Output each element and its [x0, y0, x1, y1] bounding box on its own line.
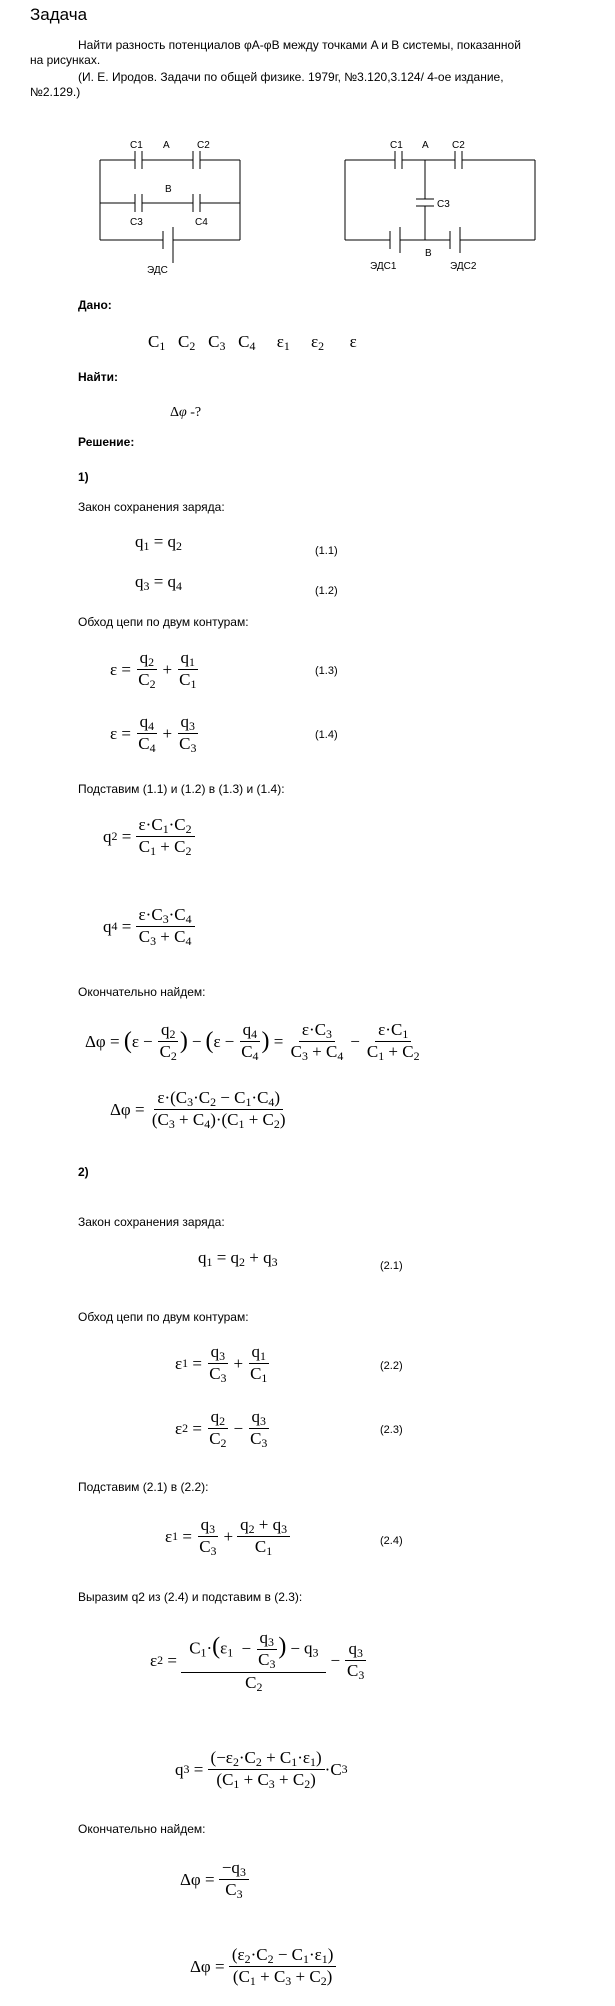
equation-q2: q 2 = $\frac{\varepsilon\cdot C_1\cdot C_2}{C_1 + C_2}$: [103, 815, 195, 859]
find-value: Δφ -?: [170, 405, 202, 420]
label-emf2: ЭДС2: [450, 261, 477, 272]
eq-number: (1.4): [315, 729, 338, 741]
label-emf1: ЭДС1: [370, 261, 397, 272]
find-label: Найти:: [78, 370, 118, 384]
eq-number: (1.1): [315, 545, 338, 557]
part2-label: 2): [78, 1165, 89, 1179]
charge-conservation-text: Закон сохранения заряда:: [78, 500, 225, 514]
problem-statement-cont: на рисунках.: [30, 53, 101, 67]
label-c2: C2: [197, 140, 210, 151]
finally-text: Окончательно найдем:: [78, 985, 206, 999]
eq-number: (1.3): [315, 665, 338, 677]
equation-1-4: ε = $\frac{q_4}{C_4}$ + $\frac{q_3}{C_3}$: [110, 712, 197, 756]
page-title: Задача: [30, 5, 88, 24]
label-c3: C3: [130, 217, 143, 228]
equation-2-2: ε 1 = $\frac{q_3}{C_3}$ + $\frac{q_1}{C_1}$: [175, 1342, 268, 1386]
express-text: Выразим q2 из (2.4) и подставим в (2.3):: [78, 1590, 303, 1604]
equation-epsilon2: ε 2 = $C_1\cdot(\varepsilon_1$ − $\frac{q_3}{C_3}$ ) − $q_3$ $C_2$ − $\frac{q_3}{C_3}$: [150, 1628, 365, 1694]
label-c3: C3: [437, 199, 450, 210]
solution-label: Решение:: [78, 435, 135, 449]
equation-2-4: ε 1 = $\frac{q_3}{C_3}$ + $\frac{q_2 + q_3}{C_1}$: [165, 1515, 290, 1559]
eq-number: (1.2): [315, 585, 338, 597]
given-label: Дано:: [78, 298, 112, 312]
equation-q4: q 4 = $\frac{\varepsilon\cdot C_3\cdot C_4}{C_3 + C_4}$: [103, 905, 195, 949]
label-c2: C2: [452, 140, 465, 151]
eq-number: (2.1): [380, 1260, 403, 1272]
eq-number: (2.2): [380, 1360, 403, 1372]
equation-2-3: ε 2 = $\frac{q_2}{C_2}$ − $\frac{q_3}{C_3}$: [175, 1407, 268, 1451]
substitute-text-2: Подставим (2.1) в (2.2):: [78, 1480, 209, 1494]
equation-delta-phi-1: Δφ = ( ε − $\frac{q_2}{C_2}$ ) − ( ε − $\frac{q_4}{C_4}$ ) = $\frac{\varepsilon\cdot C_3}{C_3 + C_4}$ − $\frac{\varepsilon\cdot C_1}{C_1 + C_2}$: [85, 1020, 420, 1064]
equation-q3: q 3 = $\frac{(-\varepsilon_2\cdot C_2 + C_1\cdot\varepsilon_1)}{(C_1 + C_3 + C_2)}$ ·C 3: [175, 1748, 348, 1792]
charge-conservation-text-2: Закон сохранения заряда:: [78, 1215, 225, 1229]
label-a: A: [422, 140, 429, 151]
problem-source: (И. Е. Иродов. Задачи по общей физике. 1979г, №3.120,3.124/ 4-ое издание,: [78, 70, 504, 84]
loops-text-2: Обход цепи по двум контурам:: [78, 1310, 249, 1324]
label-c1: C1: [130, 140, 143, 151]
eq-number: (2.3): [380, 1424, 403, 1436]
label-c1: C1: [390, 140, 403, 151]
problem-source-cont: №2.129.): [30, 85, 81, 99]
label-b: B: [165, 184, 172, 195]
circuit-diagram-1: [95, 135, 245, 275]
equation-delta-phi-2: Δφ = $\frac{\varepsilon\cdot(C_3\cdot C_2 - C_1\cdot C_4)}{(C_3 + C_4)\cdot(C_1 + C_2)}$: [110, 1088, 286, 1132]
loops-text: Обход цепи по двум контурам:: [78, 615, 249, 629]
part1-label: 1): [78, 470, 89, 484]
problem-statement: Найти разность потенциалов φA-φB между точками A и B системы, показанной: [78, 38, 521, 52]
given-values: $C_1$ $C_2$ $C_3$ $C_4$ $\varepsilon_1$ $\varepsilon_2$ ε: [148, 332, 357, 353]
circuit-diagram-2: [340, 135, 540, 275]
finally-text-2: Окончательно найдем:: [78, 1822, 206, 1836]
equation-1-2: $q_3 = q_4$: [135, 572, 182, 593]
eq-number: (2.4): [380, 1535, 403, 1547]
equation-delta-phi-4: Δφ = $\frac{(\varepsilon_2\cdot C_2 - C_1\cdot\varepsilon_1)}{(C_1 + C_3 + C_2)}$: [190, 1945, 336, 1989]
label-emf: ЭДС: [147, 265, 168, 275]
label-b: B: [425, 248, 432, 259]
equation-1-1: $q_1 = q_2$: [135, 532, 182, 553]
label-c4: C4: [195, 217, 208, 228]
equation-2-1: $q_1 = q_2 + q_3$: [198, 1248, 278, 1269]
equation-1-3: ε = $\frac{q_2}{C_2}$ + $\frac{q_1}{C_1}$: [110, 648, 197, 692]
equation-delta-phi-3: Δφ = $\frac{-q_3}{C_3}$: [180, 1858, 249, 1902]
substitute-text: Подставим (1.1) и (1.2) в (1.3) и (1.4):: [78, 782, 285, 796]
label-a: A: [163, 140, 170, 151]
